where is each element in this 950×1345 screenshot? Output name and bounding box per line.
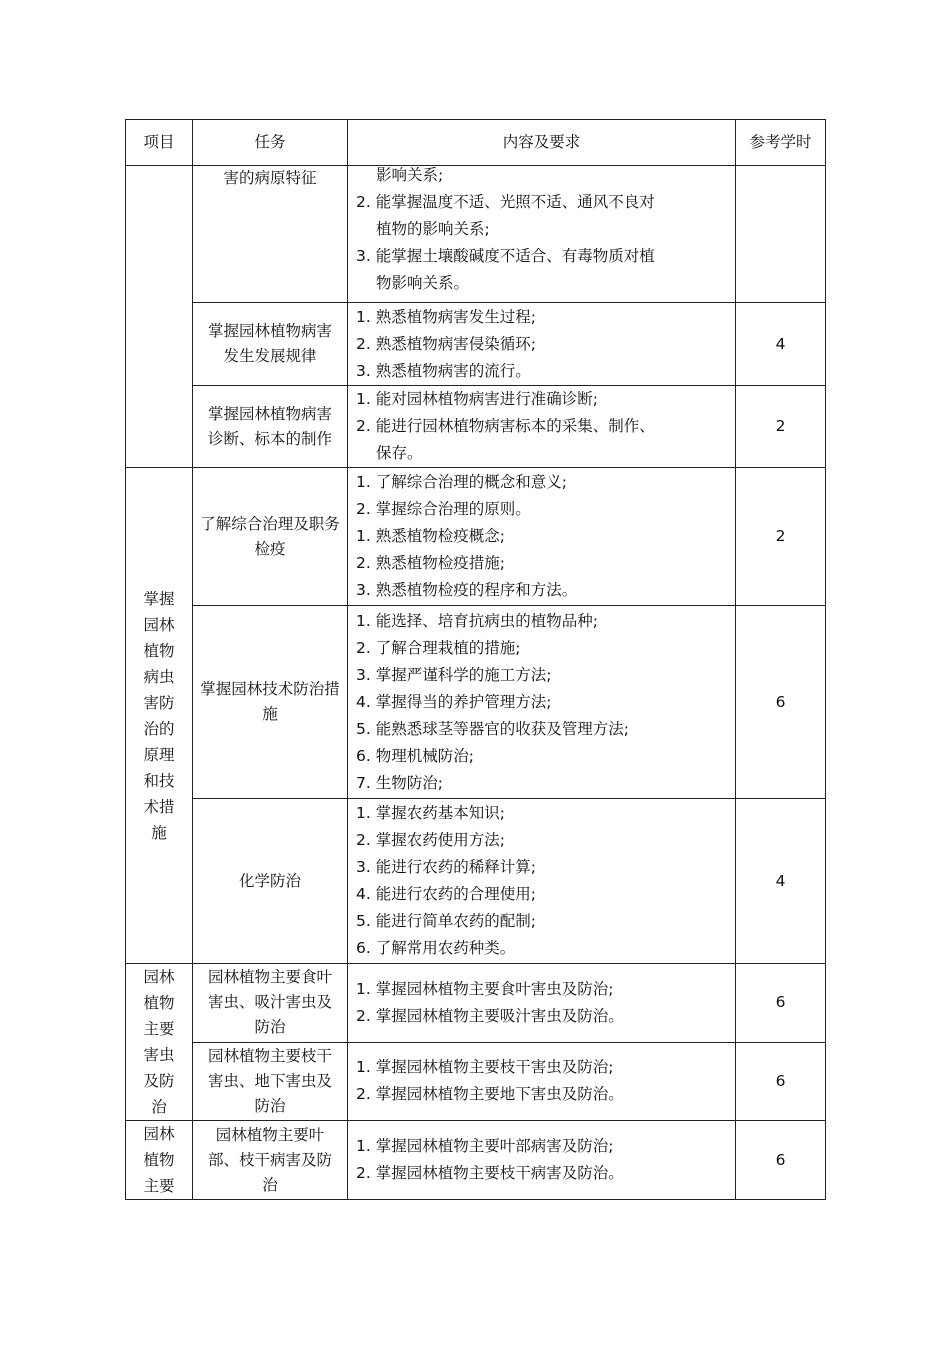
content-line: 2. 能进行园林植物病害标本的采集、制作、 — [356, 417, 655, 435]
hours-value: 2 — [775, 417, 786, 435]
header-hours: 参考学时 — [736, 120, 826, 166]
content-line: 2. 掌握综合治理的原则。 — [356, 500, 531, 518]
hours-value: 4 — [775, 871, 786, 890]
task-label: 园林植物主要枝干害虫、地下害虫及防治 — [207, 1046, 332, 1115]
hours-value: 6 — [775, 993, 786, 1012]
task-label: 化学防治 — [238, 871, 301, 890]
item-label: 园林植物主要 — [143, 1125, 175, 1195]
table-row — [126, 166, 826, 303]
table-row — [126, 1042, 826, 1121]
hours-value: 6 — [775, 692, 786, 711]
content-line: 7. 生物防治; — [356, 773, 443, 792]
header-item: 项目 — [126, 120, 193, 166]
content-line: 1. 熟悉植物病害发生过程; — [356, 307, 536, 326]
header-content: 内容及要求 — [348, 120, 736, 166]
content-line: 1. 熟悉植物检疫概念; — [356, 527, 505, 545]
task-cell — [193, 606, 348, 799]
item-cell — [126, 964, 193, 1121]
curriculum-table — [125, 119, 826, 1200]
table-row — [126, 606, 826, 799]
task-label: 园林植物主要食叶害虫、吸汁害虫及防治 — [207, 968, 332, 1037]
task-label: 园林植物主要叶部、枝干病害及防治 — [207, 1125, 332, 1194]
content-cell — [348, 386, 736, 468]
content-line: 3. 掌握严谨科学的施工方法; — [356, 665, 552, 684]
content-line: 6. 了解常用农药种类。 — [356, 939, 516, 957]
content-line: 植物的影响关系; — [376, 220, 490, 238]
task-label: 掌握园林植物病害诊断、标本的制作 — [207, 404, 332, 448]
task-label: 掌握园林植物病害发生发展规律 — [207, 322, 332, 365]
table-header-row — [126, 120, 826, 166]
hours-value: 6 — [775, 1150, 786, 1169]
task-cell — [193, 386, 348, 468]
content-cell — [348, 1042, 736, 1121]
content-line: 4. 能进行农药的合理使用; — [356, 885, 536, 903]
content-line: 影响关系; — [376, 166, 444, 184]
content-line: 4. 掌握得当的养护管理方法; — [356, 692, 552, 711]
content-line: 2. 熟悉植物检疫措施; — [356, 554, 505, 572]
hours-cell — [736, 1121, 826, 1200]
item-cell — [126, 166, 193, 468]
content-line: 物影响关系。 — [376, 274, 470, 292]
content-line: 6. 物理机械防治; — [356, 746, 474, 765]
content-cell — [348, 606, 736, 799]
content-line: 2. 了解合理栽植的措施; — [356, 638, 521, 657]
hours-cell — [736, 964, 826, 1043]
table-row — [126, 799, 826, 964]
task-cell — [193, 964, 348, 1043]
content-line: 2. 熟悉植物病害侵染循环; — [356, 334, 536, 353]
hours-value: 2 — [775, 527, 786, 545]
item-label: 园林植物主要害虫及防治 — [143, 968, 175, 1116]
content-cell — [348, 303, 736, 386]
content-line: 3. 熟悉植物检疫的程序和方法。 — [356, 581, 578, 599]
content-line: 3. 能掌握土壤酸碱度不适合、有毒物质对植 — [356, 247, 655, 265]
content-line: 5. 能进行简单农药的配制; — [356, 912, 536, 930]
hours-cell — [736, 606, 826, 799]
content-line: 1. 掌握农药基本知识; — [356, 804, 505, 822]
task-cell — [193, 303, 348, 386]
content-line: 2. 掌握农药使用方法; — [356, 831, 505, 849]
hours-value: 4 — [775, 334, 786, 353]
table-row — [126, 386, 826, 468]
content-cell — [348, 964, 736, 1043]
curriculum-table-page — [125, 119, 825, 1200]
content-line: 2. 掌握园林植物主要吸汁害虫及防治。 — [356, 1006, 624, 1025]
table-row — [126, 1121, 826, 1200]
hours-cell — [736, 386, 826, 468]
hours-cell — [736, 799, 826, 964]
table-row — [126, 964, 826, 1043]
task-cell — [193, 1042, 348, 1121]
table-row — [126, 468, 826, 606]
item-cell — [126, 1121, 193, 1200]
header-task: 任务 — [193, 120, 348, 166]
content-line: 保存。 — [376, 444, 423, 462]
item-cell — [126, 468, 193, 964]
content-line: 1. 掌握园林植物主要枝干害虫及防治; — [356, 1058, 614, 1077]
task-cell — [193, 166, 348, 303]
task-label: 害的病原特征 — [223, 169, 317, 187]
content-line: 3. 能进行农药的稀释计算; — [356, 858, 536, 876]
hours-value: 6 — [775, 1071, 786, 1090]
hours-cell — [736, 303, 826, 386]
task-cell — [193, 1121, 348, 1200]
content-line: 1. 掌握园林植物主要叶部病害及防治; — [356, 1137, 614, 1155]
task-cell — [193, 468, 348, 606]
content-line: 2. 掌握园林植物主要地下害虫及防治。 — [356, 1085, 624, 1104]
content-line: 2. 能掌握温度不适、光照不适、通风不良对 — [356, 193, 655, 211]
content-cell — [348, 468, 736, 606]
content-line: 1. 能对园林植物病害进行准确诊断; — [356, 390, 598, 408]
content-line: 1. 了解综合治理的概念和意义; — [356, 473, 567, 491]
task-cell — [193, 799, 348, 964]
hours-cell — [736, 166, 826, 303]
content-line: 1. 掌握园林植物主要食叶害虫及防治; — [356, 979, 614, 998]
content-line: 3. 熟悉植物病害的流行。 — [356, 361, 531, 380]
hours-cell — [736, 468, 826, 606]
content-cell — [348, 1121, 736, 1200]
content-cell — [348, 799, 736, 964]
content-line: 1. 能选择、培育抗病虫的植物品种; — [356, 611, 598, 630]
table-row — [126, 303, 826, 386]
hours-cell — [736, 1042, 826, 1121]
item-label: 掌握园林植物病虫害防治的原理和技术措施 — [143, 589, 175, 842]
task-label: 掌握园林技术防治措施 — [200, 680, 340, 723]
task-label: 了解综合治理及职务检疫 — [200, 514, 340, 558]
content-line: 2. 掌握园林植物主要枝干病害及防治。 — [356, 1164, 624, 1182]
content-line: 5. 能熟悉球茎等器官的收获及管理方法; — [356, 719, 629, 738]
content-cell — [348, 166, 736, 303]
